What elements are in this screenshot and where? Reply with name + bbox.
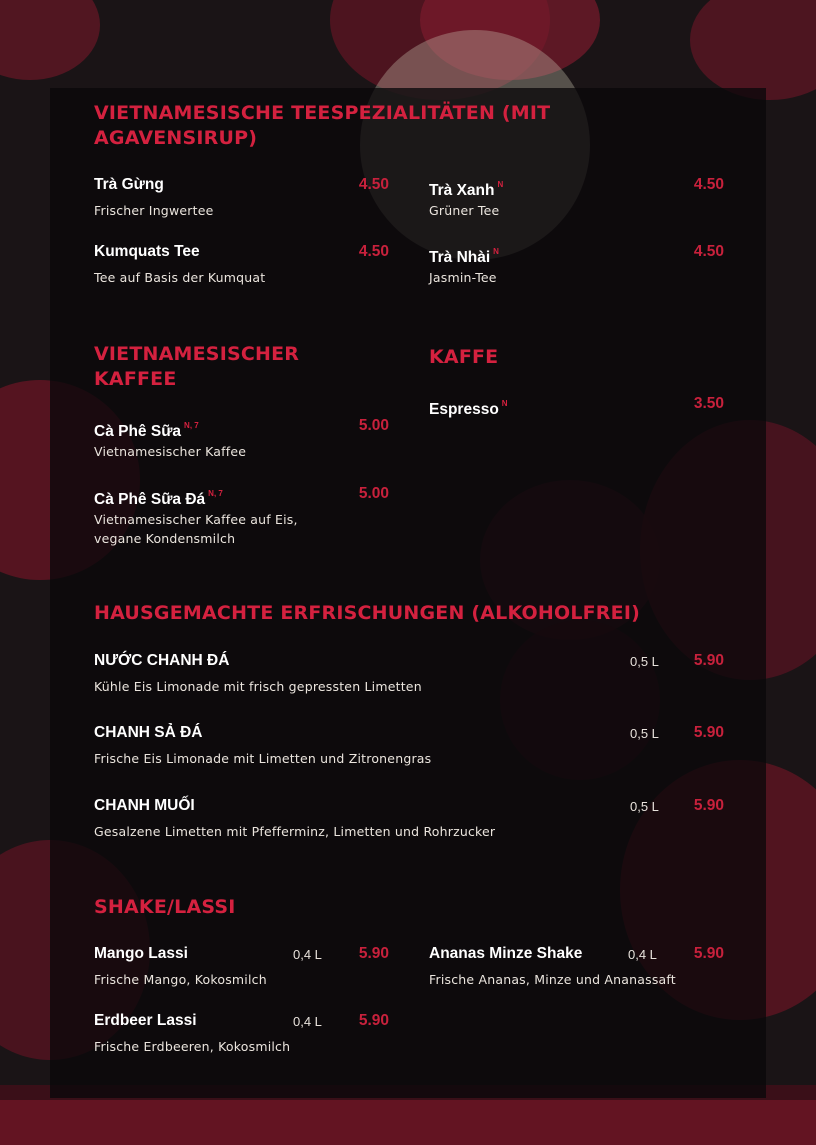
item-price: 5.90 bbox=[693, 945, 724, 962]
item-price: 3.50 bbox=[693, 395, 724, 412]
menu-item bbox=[94, 796, 724, 840]
menu-item bbox=[94, 723, 724, 767]
item-name: Trà Nhài $^N$ bbox=[429, 247, 499, 266]
menu-item bbox=[94, 416, 389, 460]
item-name: Cà Phê Sữa Đá $^{N, 7}$ bbox=[94, 489, 223, 508]
item-description: Vietnamesischer Kaffee bbox=[94, 444, 247, 459]
item-price: 4.50 bbox=[693, 243, 724, 260]
item-volume: 0,4 L bbox=[293, 947, 322, 962]
item-price: 5.90 bbox=[693, 652, 724, 669]
section-title-kaffe: KAFFE bbox=[429, 346, 499, 368]
item-price: 5.90 bbox=[693, 797, 724, 814]
item-volume: 0,5 L bbox=[630, 799, 659, 814]
section-title-refreshments: HAUSGEMACHTE ERFRISCHUNGEN (ALKOHOLFREI) bbox=[94, 602, 640, 624]
item-description: Gesalzene Limetten mit Pfefferminz, Limetten und Rohrzucker bbox=[94, 824, 496, 839]
item-name: CHANH MUỐI bbox=[94, 797, 195, 814]
menu-item bbox=[94, 242, 389, 286]
menu-item bbox=[94, 484, 389, 548]
menu-item bbox=[429, 944, 724, 988]
allergen-note: N bbox=[493, 247, 499, 256]
menu-item bbox=[429, 394, 724, 416]
item-description: Grüner Tee bbox=[429, 203, 500, 218]
item-name: Ananas Minze Shake bbox=[429, 945, 583, 962]
item-price: 4.50 bbox=[358, 243, 389, 260]
item-name: Trà Gừng bbox=[94, 176, 164, 193]
menu-item bbox=[94, 651, 724, 695]
menu-item bbox=[94, 1011, 389, 1055]
menu-item bbox=[94, 175, 389, 219]
menu-item bbox=[94, 944, 389, 988]
item-name: Kumquats Tee bbox=[94, 243, 200, 260]
allergen-note: N, 7 bbox=[184, 421, 199, 430]
item-description: Frische Mango, Kokosmilch bbox=[94, 972, 267, 987]
allergen-note: N bbox=[501, 399, 508, 408]
item-description: Frische Erdbeeren, Kokosmilch bbox=[94, 1039, 291, 1054]
item-price: 5.00 bbox=[358, 485, 389, 502]
item-description: Frische Ananas, Minze und Ananassaft bbox=[429, 972, 676, 987]
item-price: 5.90 bbox=[358, 945, 389, 962]
item-name: Mango Lassi bbox=[94, 945, 188, 962]
item-price: 5.90 bbox=[358, 1012, 389, 1029]
item-description: Jasmin-Tee bbox=[429, 270, 497, 285]
item-name: Trà Xanh $^N$ bbox=[429, 180, 504, 199]
item-description: Vietnamesischer Kaffee auf Eis, vegane Kondensmilch bbox=[94, 512, 298, 546]
section-title-tea: VIETNAMESISCHE TEESPEZIALITÄTEN (MIT AGAVENSIRUP) bbox=[94, 102, 551, 149]
item-volume: 0,4 L bbox=[293, 1014, 322, 1029]
item-volume: 0,5 L bbox=[630, 726, 659, 741]
item-volume: 0,5 L bbox=[630, 654, 659, 669]
item-volume: 0,4 L bbox=[628, 947, 657, 962]
item-description: Frische Eis Limonade mit Limetten und Zitronengras bbox=[94, 751, 432, 766]
item-price: 5.00 bbox=[358, 417, 389, 434]
item-name: Cà Phê Sữa $^{N, 7}$ bbox=[94, 421, 199, 440]
item-price: 4.50 bbox=[358, 176, 389, 193]
item-name: Espresso $^N$ bbox=[429, 399, 508, 418]
item-description: Tee auf Basis der Kumquat bbox=[94, 270, 266, 285]
section-title-coffee: VIETNAMESISCHER KAFFEE bbox=[94, 343, 300, 390]
item-description: Frischer Ingwertee bbox=[94, 203, 214, 218]
item-price: 5.90 bbox=[693, 724, 724, 741]
allergen-note: N, 7 bbox=[208, 489, 223, 498]
item-name: CHANH SẢ ĐÁ bbox=[94, 724, 203, 741]
item-name: NƯỚC CHANH ĐÁ bbox=[94, 652, 230, 669]
section-title-shake: SHAKE/LASSI bbox=[94, 896, 236, 918]
item-description: Kühle Eis Limonade mit frisch gepressten Limetten bbox=[94, 679, 422, 694]
menu-item bbox=[429, 175, 724, 219]
item-name: Erdbeer Lassi bbox=[94, 1012, 197, 1029]
allergen-note: N bbox=[497, 180, 504, 189]
item-price: 4.50 bbox=[693, 176, 724, 193]
menu-item bbox=[429, 242, 724, 286]
